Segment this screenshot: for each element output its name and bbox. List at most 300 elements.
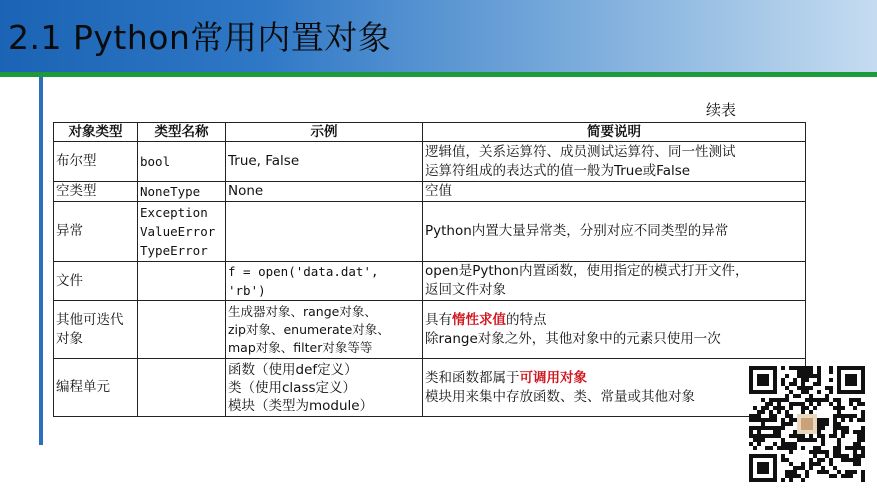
qr-module <box>801 386 805 390</box>
qr-module <box>757 418 761 422</box>
qr-module <box>809 366 813 370</box>
cell-type-name <box>138 359 226 417</box>
qr-module <box>853 414 857 418</box>
qr-module <box>837 450 841 454</box>
qr-module <box>801 410 805 414</box>
description-text: 类和函数都属于 <box>425 369 520 386</box>
qr-module <box>849 458 853 462</box>
qr-module <box>857 434 861 438</box>
qr-module <box>753 438 757 442</box>
example-line: 模块（类型为module） <box>228 397 374 414</box>
qr-module <box>817 378 821 382</box>
qr-module <box>785 414 789 418</box>
qr-module <box>833 450 837 454</box>
cell-description <box>423 301 806 359</box>
qr-module <box>797 370 801 374</box>
table-row <box>54 359 806 417</box>
qr-module <box>789 382 793 386</box>
qr-module <box>793 418 797 422</box>
qr-module <box>785 446 789 450</box>
description-line: 空值 <box>425 183 452 199</box>
qr-module <box>805 438 809 442</box>
qr-module <box>781 422 785 426</box>
qr-module <box>797 374 801 378</box>
highlight-lazy-evaluation: 惰性求值 <box>452 311 506 328</box>
qr-module <box>861 430 865 434</box>
qr-module <box>789 418 793 422</box>
qr-module <box>837 442 841 446</box>
qr-module <box>821 426 825 430</box>
qr-module <box>797 386 801 390</box>
qr-module <box>805 406 809 410</box>
qr-module <box>841 414 845 418</box>
qr-module <box>801 366 805 370</box>
description-line <box>425 311 803 330</box>
qr-module <box>817 418 821 422</box>
qr-module <box>829 402 833 406</box>
cell-type-name <box>138 202 226 262</box>
qr-module <box>785 442 789 446</box>
qr-module <box>797 474 801 478</box>
cell-example <box>226 359 423 417</box>
qr-module <box>773 426 777 430</box>
qr-center-logo-inner <box>801 418 813 430</box>
cell-type-name <box>138 262 226 301</box>
qr-module <box>845 446 849 450</box>
qr-module <box>805 386 809 390</box>
table-header-row <box>54 123 806 142</box>
qr-module <box>769 418 773 422</box>
slide-title: 2.1 Python常用内置对象 <box>8 18 392 57</box>
qr-module <box>793 470 797 474</box>
slide-header <box>0 0 877 72</box>
table-row <box>54 262 806 301</box>
type-name-line: ValueError <box>140 224 216 239</box>
qr-module <box>809 386 813 390</box>
qr-module <box>857 398 861 402</box>
qr-module <box>837 406 841 410</box>
qr-module <box>805 374 809 378</box>
qr-module <box>833 466 837 470</box>
qr-module <box>813 454 817 458</box>
qr-module <box>793 430 797 434</box>
qr-module <box>857 438 861 442</box>
qr-module <box>785 474 789 478</box>
qr-module <box>761 418 765 422</box>
qr-module <box>841 434 845 438</box>
qr-module <box>809 410 813 414</box>
qr-module <box>781 442 785 446</box>
qr-module <box>757 430 761 434</box>
table-caption: 续表 <box>706 101 737 119</box>
table-row <box>54 182 806 202</box>
qr-module <box>829 434 833 438</box>
qr-module <box>777 446 781 450</box>
qr-module <box>753 406 757 410</box>
example-line: 函数（使用def定义） <box>228 361 358 378</box>
example-line: 生成器对象、range对象、 <box>228 303 377 319</box>
qr-module <box>817 458 821 462</box>
qr-module <box>861 454 865 458</box>
qr-module <box>801 374 805 378</box>
qr-module <box>837 410 841 414</box>
qr-module <box>805 398 809 402</box>
qr-module <box>809 374 813 378</box>
cell-example: True, False <box>226 142 423 182</box>
qr-module <box>801 370 805 374</box>
qr-module <box>781 438 785 442</box>
qr-module <box>845 454 849 458</box>
qr-module <box>809 450 813 454</box>
qr-module <box>761 410 765 414</box>
qr-module <box>841 458 845 462</box>
qr-module <box>781 458 785 462</box>
qr-module <box>749 430 753 434</box>
qr-module <box>825 398 829 402</box>
qr-finder-center <box>757 374 769 386</box>
type-name-line: TypeError <box>140 243 208 258</box>
qr-module <box>805 366 809 370</box>
qr-module <box>785 374 789 378</box>
qr-module <box>861 474 865 478</box>
description-line: 模块用来集中存放函数、类、常量或其他对象 <box>425 388 695 405</box>
qr-module <box>857 454 861 458</box>
qr-module <box>861 438 865 442</box>
qr-module <box>853 442 857 446</box>
qr-module <box>849 398 853 402</box>
qr-module <box>829 474 833 478</box>
example-line: zip对象、enumerate对象、 <box>228 321 390 337</box>
qr-module <box>761 406 765 410</box>
qr-module <box>853 406 857 410</box>
qr-module <box>761 422 765 426</box>
qr-module <box>813 398 817 402</box>
qr-module <box>829 458 833 462</box>
builtin-objects-table <box>53 122 806 417</box>
qr-module <box>813 438 817 442</box>
qr-module <box>833 426 837 430</box>
qr-module <box>805 474 809 478</box>
qr-module <box>821 458 825 462</box>
qr-module <box>833 446 837 450</box>
qr-module <box>749 414 753 418</box>
qr-module <box>793 378 797 382</box>
qr-module <box>853 446 857 450</box>
qr-module <box>777 434 781 438</box>
qr-module <box>825 422 829 426</box>
qr-module <box>821 418 825 422</box>
qr-module <box>801 434 805 438</box>
qr-module <box>821 434 825 438</box>
qr-module <box>765 418 769 422</box>
qr-module <box>837 422 841 426</box>
qr-module <box>781 426 785 430</box>
qr-code <box>749 366 865 482</box>
qr-module <box>781 446 785 450</box>
qr-module <box>857 418 861 422</box>
qr-module <box>861 414 865 418</box>
qr-module <box>821 470 825 474</box>
qr-module <box>809 402 813 406</box>
qr-module <box>857 458 861 462</box>
qr-module <box>789 406 793 410</box>
qr-module <box>777 426 781 430</box>
cell-example <box>226 202 423 262</box>
header-type-name: 类型名称 <box>138 123 226 142</box>
qr-module <box>809 462 813 466</box>
qr-module <box>757 414 761 418</box>
qr-module <box>785 410 789 414</box>
qr-module <box>789 422 793 426</box>
qr-module <box>861 426 865 430</box>
qr-module <box>837 426 841 430</box>
qr-module <box>761 434 765 438</box>
qr-module <box>769 402 773 406</box>
qr-module <box>861 450 865 454</box>
qr-module <box>769 434 773 438</box>
qr-module <box>765 434 769 438</box>
qr-module <box>805 390 809 394</box>
qr-module <box>857 430 861 434</box>
qr-module <box>849 418 853 422</box>
qr-module <box>801 406 805 410</box>
qr-module <box>817 366 821 370</box>
qr-module <box>777 398 781 402</box>
cell-example: None <box>226 182 423 202</box>
qr-module <box>841 474 845 478</box>
qr-module <box>801 382 805 386</box>
qr-module <box>761 426 765 430</box>
qr-module <box>785 458 789 462</box>
example-line: map对象、filter对象等等 <box>228 339 373 355</box>
qr-module <box>829 386 833 390</box>
qr-module <box>769 398 773 402</box>
qr-module <box>793 442 797 446</box>
qr-module <box>845 470 849 474</box>
qr-module <box>753 446 757 450</box>
qr-module <box>849 402 853 406</box>
qr-module <box>845 474 849 478</box>
cell-description <box>423 262 806 301</box>
example-line: 类（使用class定义） <box>228 379 357 396</box>
description-line: 除range对象之外，其他对象中的元素只使用一次 <box>425 330 721 347</box>
qr-module <box>853 458 857 462</box>
qr-module <box>853 398 857 402</box>
qr-module <box>845 426 849 430</box>
qr-module <box>805 370 809 374</box>
qr-module <box>801 466 805 470</box>
qr-module <box>761 438 765 442</box>
qr-module <box>825 454 829 458</box>
qr-module <box>861 446 865 450</box>
header-object-type: 对象类型 <box>54 123 138 142</box>
qr-module <box>789 390 793 394</box>
qr-module <box>805 470 809 474</box>
qr-module <box>813 450 817 454</box>
qr-module <box>825 450 829 454</box>
header-divider <box>0 72 877 77</box>
description-text: 的特点 <box>506 311 547 328</box>
qr-module <box>861 418 865 422</box>
qr-module <box>837 438 841 442</box>
qr-module <box>793 382 797 386</box>
qr-module <box>817 446 821 450</box>
qr-module <box>793 394 797 398</box>
qr-module <box>797 438 801 442</box>
qr-module <box>845 458 849 462</box>
qr-module <box>761 398 765 402</box>
qr-finder-center <box>845 374 857 386</box>
description-line: 返回文件对象 <box>425 282 506 298</box>
qr-module <box>861 410 865 414</box>
qr-module <box>777 402 781 406</box>
qr-module <box>793 446 797 450</box>
qr-code-graphic <box>749 366 865 482</box>
cell-object-type: 空类型 <box>54 182 138 202</box>
qr-module <box>833 398 837 402</box>
qr-module <box>813 374 817 378</box>
qr-finder-center <box>757 462 769 474</box>
qr-module <box>817 390 821 394</box>
qr-module <box>789 474 793 478</box>
qr-module <box>837 454 841 458</box>
qr-module <box>797 394 801 398</box>
qr-module <box>773 406 777 410</box>
qr-module <box>785 398 789 402</box>
cell-object-type: 异常 <box>54 202 138 262</box>
qr-module <box>785 386 789 390</box>
qr-module <box>845 430 849 434</box>
qr-module <box>813 406 817 410</box>
qr-module <box>861 470 865 474</box>
highlight-callable-object: 可调用对象 <box>519 369 587 386</box>
qr-module <box>765 406 769 410</box>
qr-module <box>801 390 805 394</box>
qr-module <box>797 466 801 470</box>
table-row <box>54 202 806 262</box>
qr-module <box>853 462 857 466</box>
qr-module <box>781 366 785 370</box>
qr-module <box>797 402 801 406</box>
qr-module <box>777 406 781 410</box>
description-text: 具有 <box>425 311 452 328</box>
qr-module <box>789 450 793 454</box>
qr-module <box>781 478 785 482</box>
cell-example <box>226 301 423 359</box>
qr-module <box>789 462 793 466</box>
qr-module <box>813 462 817 466</box>
cell-example: f = open('data.dat', 'rb') <box>226 262 423 301</box>
qr-module <box>825 470 829 474</box>
qr-module <box>825 386 829 390</box>
qr-module <box>765 426 769 430</box>
qr-module <box>841 426 845 430</box>
qr-module <box>857 462 861 466</box>
qr-module <box>861 402 865 406</box>
qr-module <box>841 430 845 434</box>
qr-module <box>809 398 813 402</box>
qr-module <box>849 414 853 418</box>
qr-module <box>757 438 761 442</box>
qr-module <box>781 454 785 458</box>
description-line: 运算符组成的表达式的值一般为True或False <box>425 162 691 179</box>
qr-module <box>753 418 757 422</box>
qr-module <box>841 406 845 410</box>
qr-module <box>801 438 805 442</box>
qr-module <box>861 478 865 482</box>
qr-module <box>833 422 837 426</box>
qr-module <box>817 398 821 402</box>
qr-module <box>809 438 813 442</box>
qr-module <box>789 414 793 418</box>
qr-module <box>773 398 777 402</box>
qr-module <box>797 434 801 438</box>
qr-module <box>813 382 817 386</box>
qr-module <box>785 470 789 474</box>
qr-module <box>753 426 757 430</box>
qr-module <box>837 446 841 450</box>
cell-description <box>423 202 806 262</box>
qr-module <box>817 426 821 430</box>
table-row <box>54 142 806 182</box>
qr-module <box>817 422 821 426</box>
qr-module <box>833 474 837 478</box>
description-line: Python内置大量异常类，分别对应不同类型的异常 <box>425 223 729 239</box>
cell-object-type: 编程单元 <box>54 359 138 417</box>
qr-module <box>801 478 805 482</box>
qr-module <box>853 450 857 454</box>
qr-module <box>789 402 793 406</box>
qr-module <box>857 446 861 450</box>
qr-module <box>769 426 773 430</box>
qr-module <box>757 434 761 438</box>
qr-module <box>789 434 793 438</box>
qr-module <box>817 382 821 386</box>
cell-description <box>423 142 806 182</box>
qr-module <box>793 366 797 370</box>
qr-module <box>809 466 813 470</box>
qr-module <box>853 454 857 458</box>
qr-module <box>773 434 777 438</box>
qr-module <box>821 438 825 442</box>
qr-module <box>793 466 797 470</box>
cell-type-name <box>138 301 226 359</box>
qr-module <box>833 430 837 434</box>
qr-module <box>853 470 857 474</box>
qr-module <box>757 442 761 446</box>
qr-module <box>833 434 837 438</box>
description-line <box>425 369 803 388</box>
qr-module <box>853 430 857 434</box>
qr-module <box>817 430 821 434</box>
qr-module <box>801 462 805 466</box>
qr-module <box>821 442 825 446</box>
qr-module <box>821 466 825 470</box>
qr-module <box>821 422 825 426</box>
qr-module <box>821 398 825 402</box>
qr-module <box>817 462 821 466</box>
qr-module <box>781 418 785 422</box>
qr-module <box>821 450 825 454</box>
qr-module <box>849 470 853 474</box>
qr-module <box>817 434 821 438</box>
qr-module <box>825 418 829 422</box>
qr-module <box>773 430 777 434</box>
table-row <box>54 301 806 359</box>
qr-module <box>817 402 821 406</box>
qr-module <box>833 406 837 410</box>
qr-module <box>813 446 817 450</box>
